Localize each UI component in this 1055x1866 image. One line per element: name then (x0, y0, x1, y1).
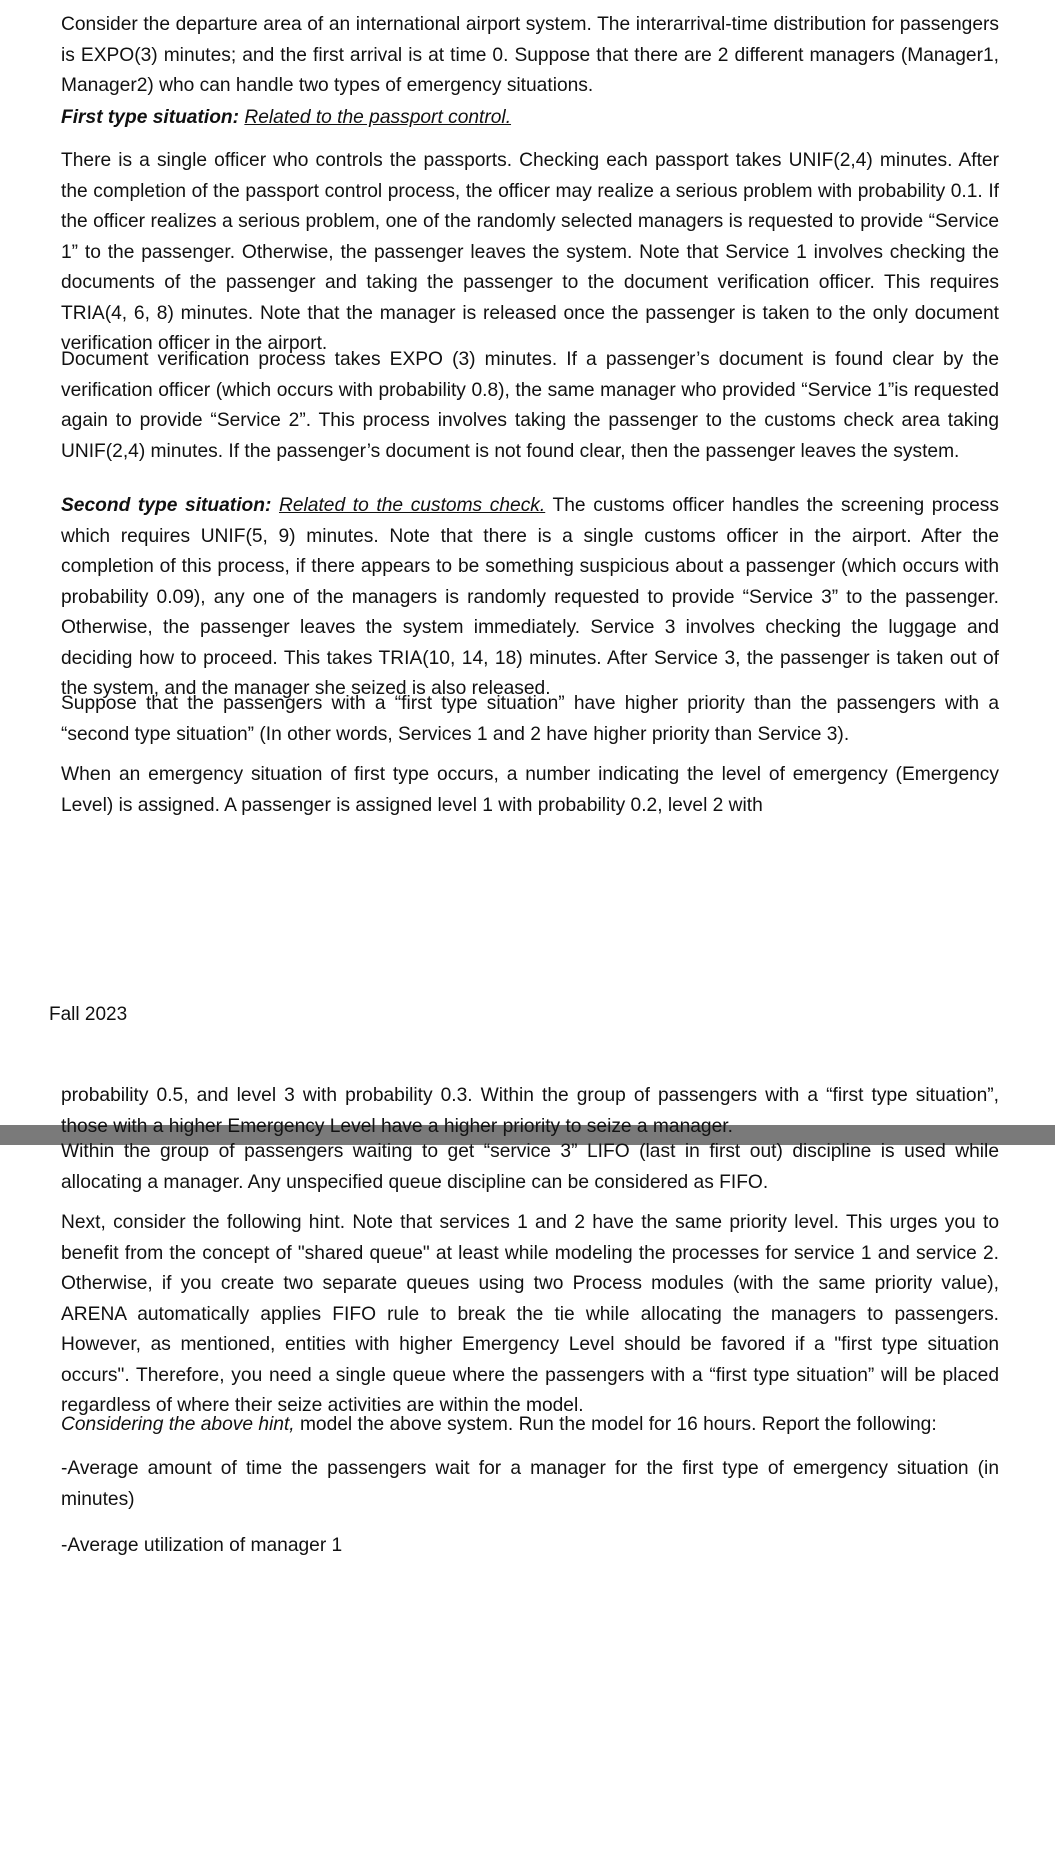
emergency-level-continued-paragraph: probability 0.5, and level 3 with probability 0.3. Within the group of passengers with a “first type situation”, those with a higher Emergency Level have a higher priority to seize a manager. (61, 1085, 999, 1137)
task-lead-in: Considering the above hint, (61, 1414, 295, 1435)
second-type-paragraph (61, 491, 999, 705)
report-item-wait-time: -Average amount of time the passengers wait for a manager for the first type of emergency situation (in minutes) (61, 1458, 999, 1510)
second-type-text: The customs officer handles the screening process which requires UNIF(5, 9) minutes. Note that there is a single customs officer in the airport. After the completion of this process, if there appears to be something suspicious about a passenger (which occurs with probability 0.09), any one of the managers is randomly requested to provide “Service 3” to the passenger. Otherwise, the passenger leaves the system immediately. Service 3 involves checking the luggage and deciding how to proceed. This takes TRIA(10, 14, 18) minutes. After Service 3, the passenger is taken out of the system, and the manager she seized is also released. (61, 495, 999, 699)
emergency-level-paragraph: When an emergency situation of first type occurs, a number indicating the level of emergency (Emergency Level) is assigned. A passenger is assigned level 1 with probability 0.2, level 2 with (61, 764, 999, 816)
priority-paragraph: Suppose that the passengers with a “first type situation” have higher priority than the passengers with a “second type situation” (In other words, Services 1 and 2 have higher priority than Service 3). (61, 693, 999, 745)
passport-control-paragraph: There is a single officer who controls the passports. Checking each passport takes UNIF(2,4) minutes. After the completion of the passport control process, the officer may realize a serious problem with probability 0.1. If the officer realizes a serious problem, one of the randomly selected managers is requested to provide “Service 1” to the passenger. Otherwise, the passenger leaves the system. Note that Service 1 involves checking the documents of the passenger and taking the passenger to the document verification officer. This requires TRIA(4, 6, 8) minutes. Note that the manager is released once the passenger is taken to the only document verification officer in the airport. (61, 150, 999, 354)
document-verification-paragraph: Document verification process takes EXPO (3) minutes. If a passenger’s document is found clear by the verification officer (which occurs with probability 0.8), the same manager who provided “Service 1”is requested again to provide “Service 2”. This process involves taking the passenger to the customs check area taking UNIF(2,4) minutes. If the passenger’s document is not found clear, then the passenger leaves the system. (61, 349, 999, 462)
lifo-paragraph: Within the group of passengers waiting to get “service 3” LIFO (last in first out) discipline is used while allocating a manager. Any unspecified queue discipline can be considered as FIFO. (61, 1141, 999, 1193)
report-item-utilization: -Average utilization of manager 1 (61, 1535, 343, 1556)
page-footer: Fall 2023 (49, 1004, 128, 1025)
task-paragraph (61, 1410, 999, 1441)
first-type-subtitle: Related to the passport control. (244, 107, 512, 128)
first-type-heading (61, 103, 999, 134)
first-type-label: First type situation: (61, 107, 240, 128)
hint-paragraph: Next, consider the following hint. Note that services 1 and 2 have the same priority level. This urges you to benefit from the concept of "shared queue" at least while modeling the processes for service 1 and service 2. Otherwise, if you create two separate queues using two Process modules (with the same priority value), ARENA automatically applies FIFO rule to break the tie while allocating the managers to passengers. However, as mentioned, entities with higher Emergency Level should be favored if a "first type situation occurs". Therefore, you need a single queue where the passengers with a “first type situation” will be placed regardless of where their seize activities are within the model. (61, 1212, 999, 1416)
second-type-label: Second type situation: (61, 495, 272, 516)
second-type-subtitle: Related to the customs check. (279, 495, 546, 516)
intro-paragraph: Consider the departure area of an international airport system. The interarrival-time distribution for passengers is EXPO(3) minutes; and the first arrival is at time 0. Suppose that there are 2 different managers (Manager1, Manager2) who can handle two types of emergency situations. (61, 14, 999, 96)
task-text: model the above system. Run the model for 16 hours. Report the following: (294, 1414, 937, 1435)
document-page-2 (0, 1085, 1055, 1866)
